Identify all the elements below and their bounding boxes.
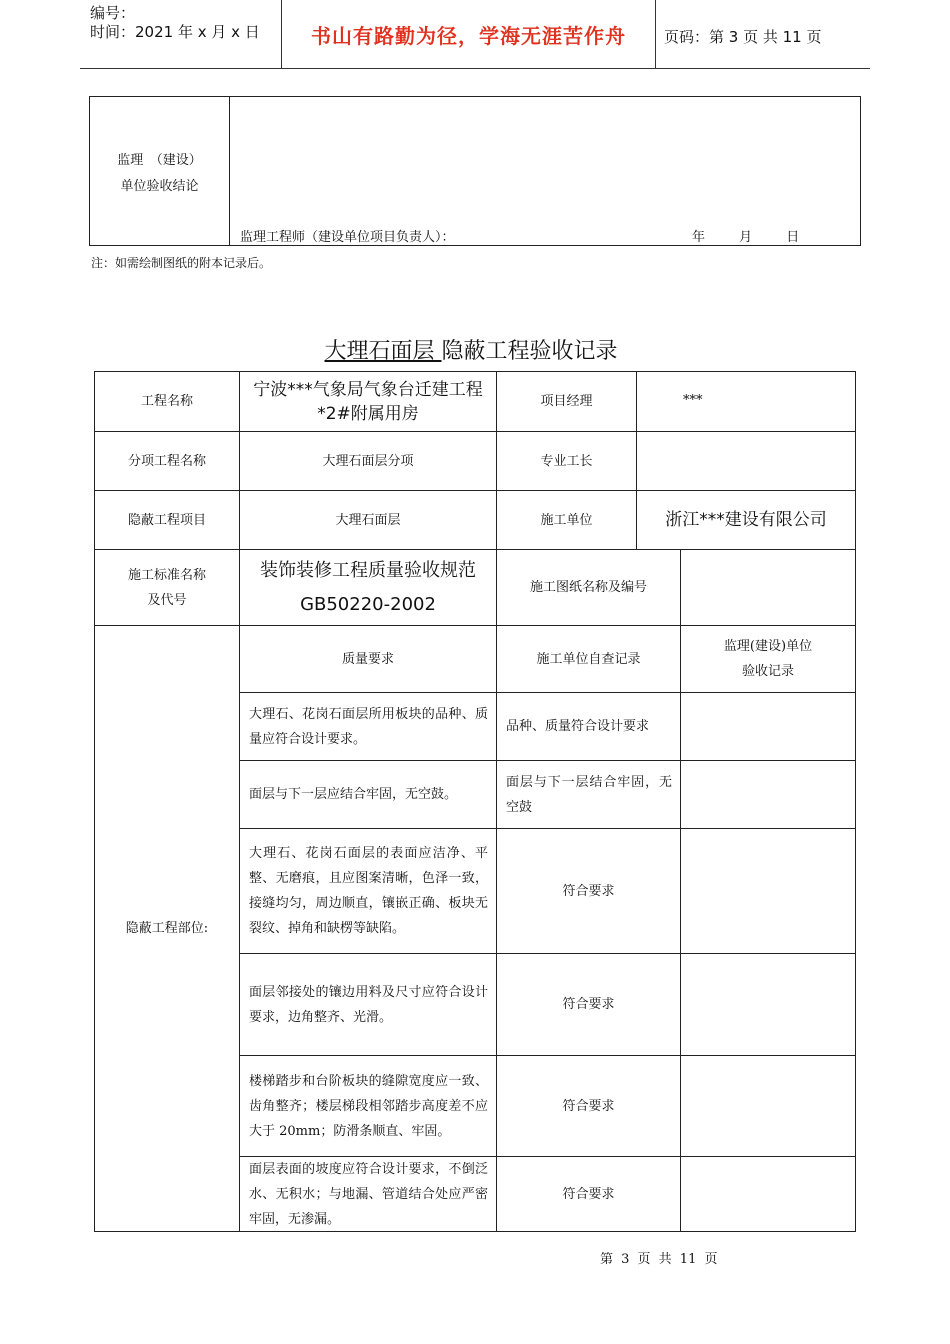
title-rest: 隐蔽工程验收记录 <box>441 339 618 364</box>
title-underlined: 大理石面层 <box>324 339 442 364</box>
serial-label: 编号： <box>90 4 136 22</box>
header-divider <box>655 0 656 68</box>
header-line: 验收记录 <box>741 664 794 679</box>
supervision-cell <box>680 953 856 1056</box>
value-line: 装饰装修工程质量验收规范 <box>260 559 476 581</box>
subitem-value: 大理石面层分项 <box>239 431 497 491</box>
foreman-label: 专业工长 <box>496 431 637 491</box>
requirement-cell: 大理石、花岗石面层的表面应洁净、平整、无磨痕，且应图案清晰，色泽一致，接缝均匀，周边顺直，镶嵌正确、板块无裂纹、掉角和缺楞等缺陷。 <box>239 828 497 954</box>
value-line: 宁波***气象局气象台迁建工程 <box>253 379 483 400</box>
manager-label: 项目经理 <box>496 371 637 432</box>
manager-value: *** <box>636 371 856 432</box>
supervisor-date-line: 年 月 日 <box>692 230 800 245</box>
requirement-cell: 面层表面的坡度应符合设计要求，不倒泛水、无积水；与地漏、管道结合处应严密牢固，无渗漏。 <box>239 1156 497 1232</box>
supervisor-signature-line: 监理工程师（建设单位项目负责人）： <box>240 230 455 245</box>
requirement-cell: 楼梯踏步和台阶板块的缝隙宽度应一致、齿角整齐；楼层梯段相邻踏步高度差不应大于 20mm；防滑条顺直、牢固。 <box>239 1055 497 1157</box>
self-check-cell: 符合要求 <box>496 1156 681 1232</box>
hidden-item-label: 隐蔽工程项目 <box>94 490 240 550</box>
table-divider <box>229 96 230 246</box>
supervision-cell <box>680 1156 856 1232</box>
header-meta <box>90 4 260 42</box>
self-check-cell: 面层与下一层结合牢固，无空鼓 <box>496 760 681 829</box>
self-check-cell: 符合要求 <box>496 1055 681 1157</box>
standard-value <box>239 549 497 626</box>
supervision-cell <box>680 692 856 761</box>
requirement-cell: 面层邻接处的镶边用料及尺寸应符合设计要求，边角整齐、光滑。 <box>239 953 497 1056</box>
value-line: GB50220-2002 <box>300 593 436 615</box>
requirement-cell: 大理石、花岗石面层所用板块的品种、质量应符合设计要求。 <box>239 692 497 761</box>
header-rule <box>80 68 870 69</box>
note-text: 注：如需绘制图纸的附本记录后。 <box>91 256 272 270</box>
project-name-label: 工程名称 <box>94 371 240 432</box>
time-text: 时间：2021 年 x 月 x 日 <box>90 23 260 41</box>
record-title <box>0 334 942 365</box>
hidden-item-value: 大理石面层 <box>239 490 497 550</box>
page-footer: 第 3 页 共 11 页 <box>600 1252 718 1267</box>
hidden-section-label: 隐蔽工程部位: <box>94 625 240 1232</box>
standard-label <box>94 549 240 626</box>
header-page-number: 页码：第 3 页 共 11 页 <box>664 28 822 46</box>
label-line: 施工标准名称 <box>127 567 206 583</box>
self-check-cell: 符合要求 <box>496 828 681 954</box>
header-line: 监理(建设)单位 <box>723 639 813 654</box>
project-name-value <box>239 371 497 432</box>
contractor-value: 浙江***建设有限公司 <box>636 490 856 550</box>
subitem-label: 分项工程名称 <box>94 431 240 491</box>
contractor-label: 施工单位 <box>496 490 637 550</box>
header-requirement: 质量要求 <box>239 625 497 693</box>
header-supervision <box>680 625 856 693</box>
self-check-cell: 品种、质量符合设计要求 <box>496 692 681 761</box>
drawing-value <box>680 549 856 626</box>
label-line: 监理 （建设） <box>117 153 202 168</box>
drawing-label: 施工图纸名称及编号 <box>496 549 681 626</box>
value-line: *2#附属用房 <box>317 403 419 424</box>
header-motto: 书山有路勤为径，学海无涯苦作舟 <box>311 24 626 48</box>
supervisor-conclusion-label <box>90 148 229 200</box>
label-line: 及代号 <box>147 592 187 608</box>
self-check-cell: 符合要求 <box>496 953 681 1056</box>
header-self-check: 施工单位自查记录 <box>496 625 681 693</box>
supervision-cell <box>680 1055 856 1157</box>
foreman-value <box>636 431 856 491</box>
label-line: 单位验收结论 <box>120 179 199 194</box>
supervision-cell <box>680 760 856 829</box>
supervision-cell <box>680 828 856 954</box>
requirement-cell: 面层与下一层应结合牢固，无空鼓。 <box>239 760 497 829</box>
